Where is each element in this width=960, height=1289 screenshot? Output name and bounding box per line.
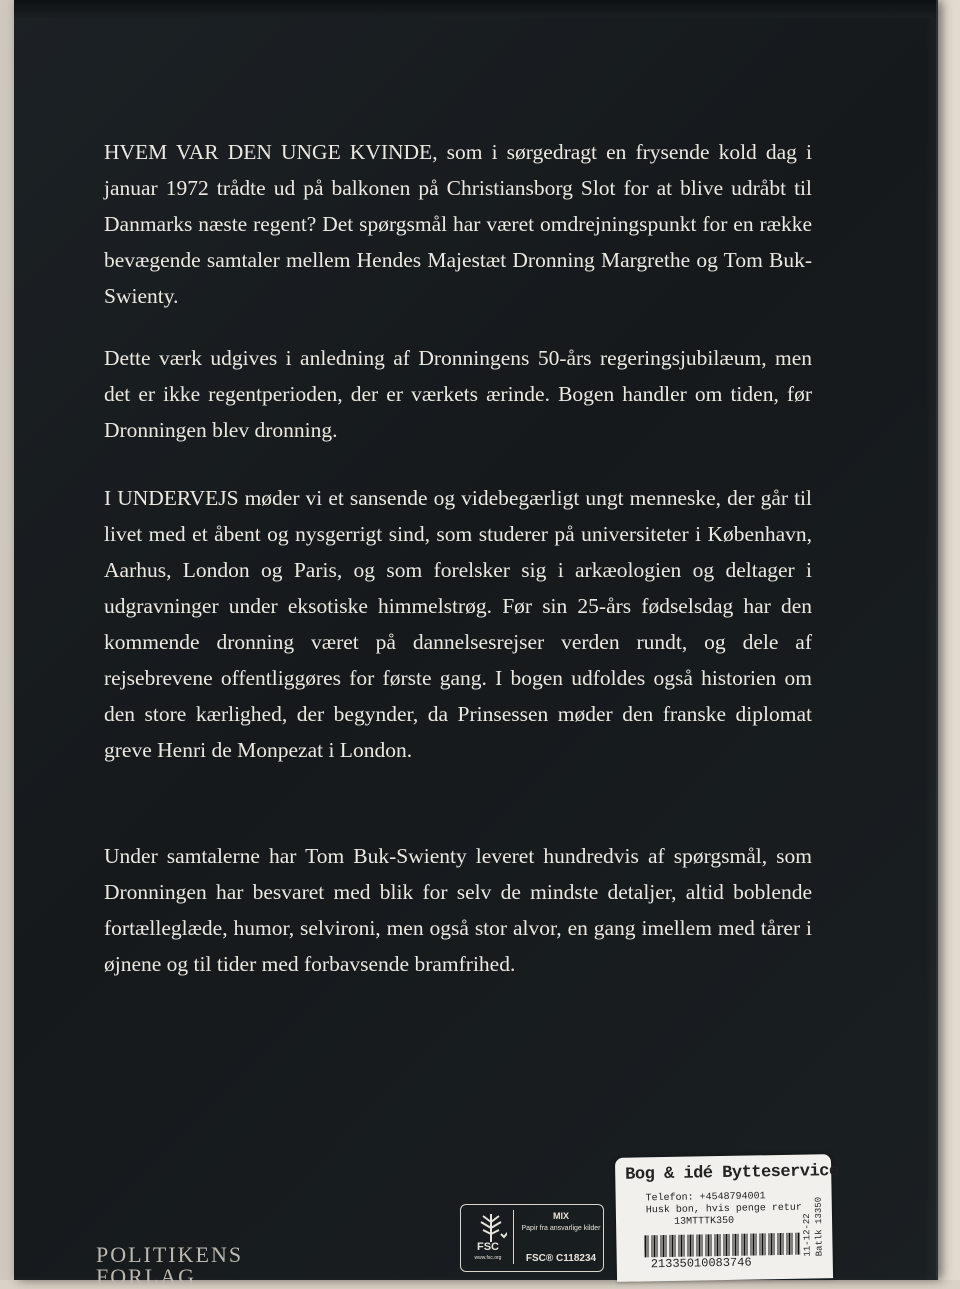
fsc-url: www.fsc.org (474, 1255, 502, 1261)
price-sticker (615, 1154, 839, 1282)
book-top-edge (14, 0, 936, 18)
sticker-phone: Telefon: +4548794001 (645, 1191, 766, 1205)
sticker-title: Bog & idé Bytteservice (625, 1161, 839, 1185)
barcode (644, 1233, 800, 1258)
sticker-batch: Batlk 13350 (813, 1196, 825, 1257)
fsc-certification-label (460, 1204, 604, 1272)
fsc-logo-text: FSC (477, 1241, 499, 1253)
blurb-paragraph-3: I UNDERVEJS møder vi et sansende og videbegærligt ungt menneske, der går til livet med et åbent og nysgerrigt sind, som studerer på universiteter i København, Aarhus, London og Paris, og som forelsker sig i arkæologien og deltager i udgravninger under eksotiske himmelstrøg. Før sin 25-års fødselsdag har den kommende dronning været på dannelsesrejser verden rundt, og dele af rejsebrevene offentliggøres for første gang. I bogen udfoldes også historien om den store kærlighed, der begynder, da Prinsessen møder den franske diplomat greve Henri de Monpezat i London. (104, 486, 812, 762)
fsc-mix: MIX (552, 1211, 569, 1221)
fsc-code: FSC® C118234 (525, 1253, 597, 1264)
sticker-date: 11-12-22 (801, 1213, 813, 1257)
blurb-paragraph-2: Dette værk udgives i anledning af Dronningens 50-års regeringsjubilæum, men det er ikke regentperioden, der er værkets ærinde. Bogen handler om tiden, før Dronningen blev dronning. (104, 346, 812, 442)
fsc-subtitle: Papir fra ansvarlige kilder (521, 1225, 601, 1232)
sticker-id: 13MTTTK350 (673, 1215, 735, 1228)
blurb-paragraph-1: HVEM VAR DEN UNGE KVINDE, som i sørgedragt en frysende kold dag i januar 1972 trådte ud på balkonen på Christiansborg Slot for at blive udråbt til Danmarks næste regent? Det spørgsmål har været omdrejningspunkt for en række bevægende samtaler mellem Hendes Majestæt Dronning Margrethe og Tom Buk-Swienty. (104, 140, 812, 308)
sticker-note: Husk bon, hvis penge retur (645, 1202, 802, 1217)
publisher-name-line1: POLITIKENS (96, 1242, 244, 1267)
publisher-logo (96, 1244, 243, 1288)
barcode-number: 21335010083746 (650, 1255, 752, 1272)
publisher-name-line2: FORLAG (96, 1264, 197, 1289)
blurb-paragraph-4: Under samtalerne har Tom Buk-Swienty leveret hundredvis af spørgsmål, som Dronningen har besvaret med blik for selv de mindste detaljer, altid boblende fortælleglæde, humor, selvironi, men også stor alvor, en gang imellem med tårer i øjnene og til tider med forbavsende bramfrihed. (104, 844, 812, 976)
